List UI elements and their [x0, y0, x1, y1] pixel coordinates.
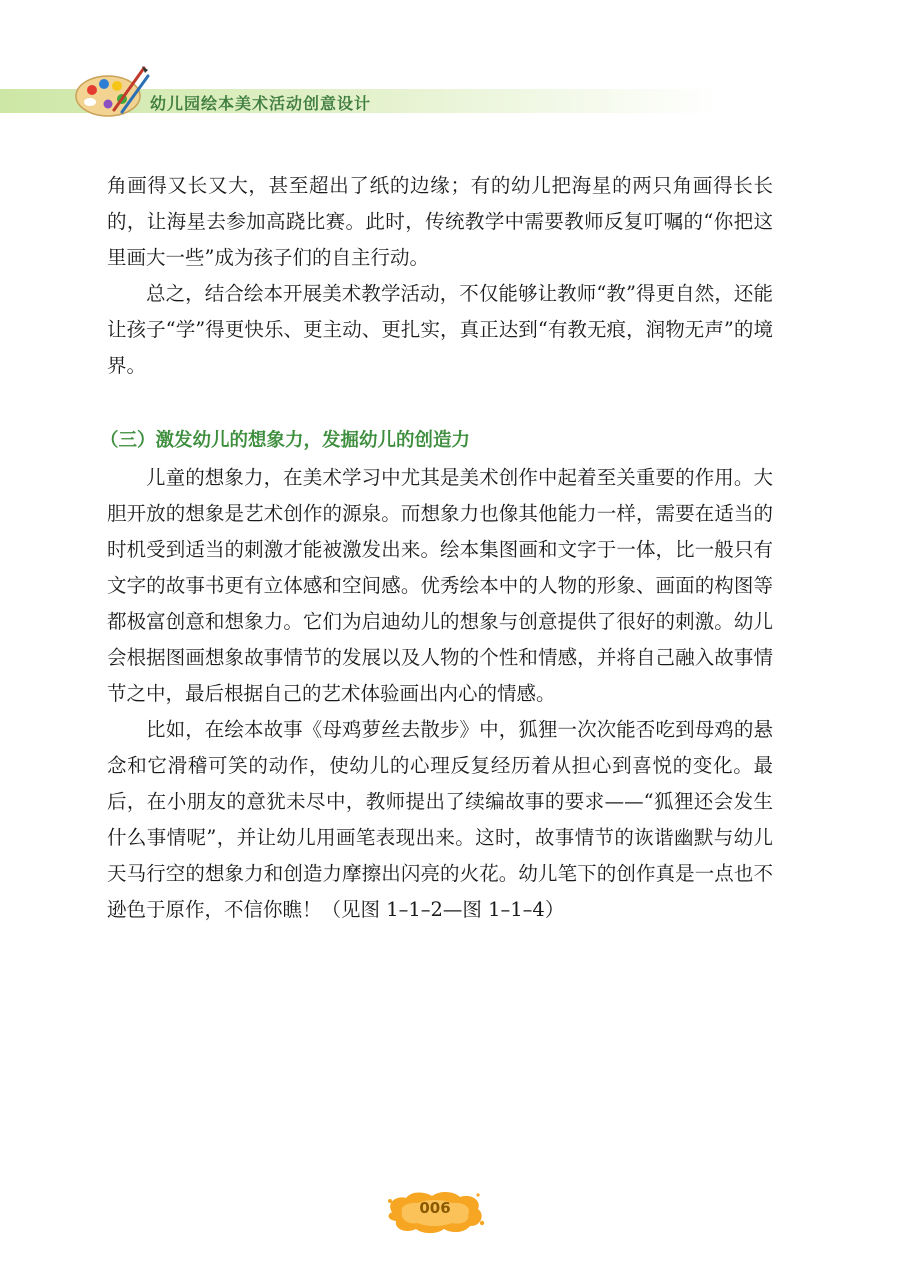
paragraph: 儿童的想象力，在美术学习中尤其是美术创作中起着至关重要的作用。大胆开放的想象是艺术创作的源泉。而想象力也像其他能力一样，需要在适当的时机受到适当的刺激才能被激发出来。绘本集图画和文字于一体，比一般只有文字的故事书更有立体感和空间感。优秀绘本中的人物的形象、画面的构图等都极富创意和想象力。它们为启迪幼儿的想象与创意提供了很好的刺激。幼儿会根据图画想象故事情节的发展以及人物的个性和情感，并将自己融入故事情节之中，最后根据自己的艺术体验画出内心的情感。 — [107, 466, 773, 705]
section-body — [107, 460, 773, 928]
header-title: 幼儿园绘本美术活动创意设计 — [150, 94, 372, 113]
paragraph: 比如，在绘本故事《母鸡萝丝去散步》中，狐狸一次次能否吃到母鸡的悬念和它滑稽可笑的动作，使幼儿的心理反复经历着从担心到喜悦的变化。最后，在小朋友的意犹未尽中，教师提出了续编故事的要求——“狐狸还会发生什么事情呢”，并让幼儿用画笔表现出来。这时，故事情节的诙谐幽默与幼儿天马行空的想象力和创造力摩擦出闪亮的火花。幼儿笔下的创作真是一点也不逊色于原作，不信你瞧！（见图 1–1–2—图 1–1–4） — [107, 718, 773, 921]
section-heading: （三）激发幼儿的想象力，发掘幼儿的创造力 — [100, 430, 471, 451]
paint-palette-icon — [70, 64, 150, 120]
continued-text — [107, 168, 773, 384]
page-number: 006 — [419, 1199, 451, 1217]
paragraph: 总之，结合绘本开展美术教学活动，不仅能够让教师“教”得更自然，还能让孩子“学”得更快乐、更主动、更扎实，真正达到“有教无痕，润物无声”的境界。 — [107, 282, 773, 377]
paragraph: 角画得又长又大，甚至超出了纸的边缘；有的幼儿把海星的两只角画得长长的，让海星去参加高跷比赛。此时，传统教学中需要教师反复叮嘱的“你把这里画大一些”成为孩子们的自主行动。 — [107, 174, 773, 269]
